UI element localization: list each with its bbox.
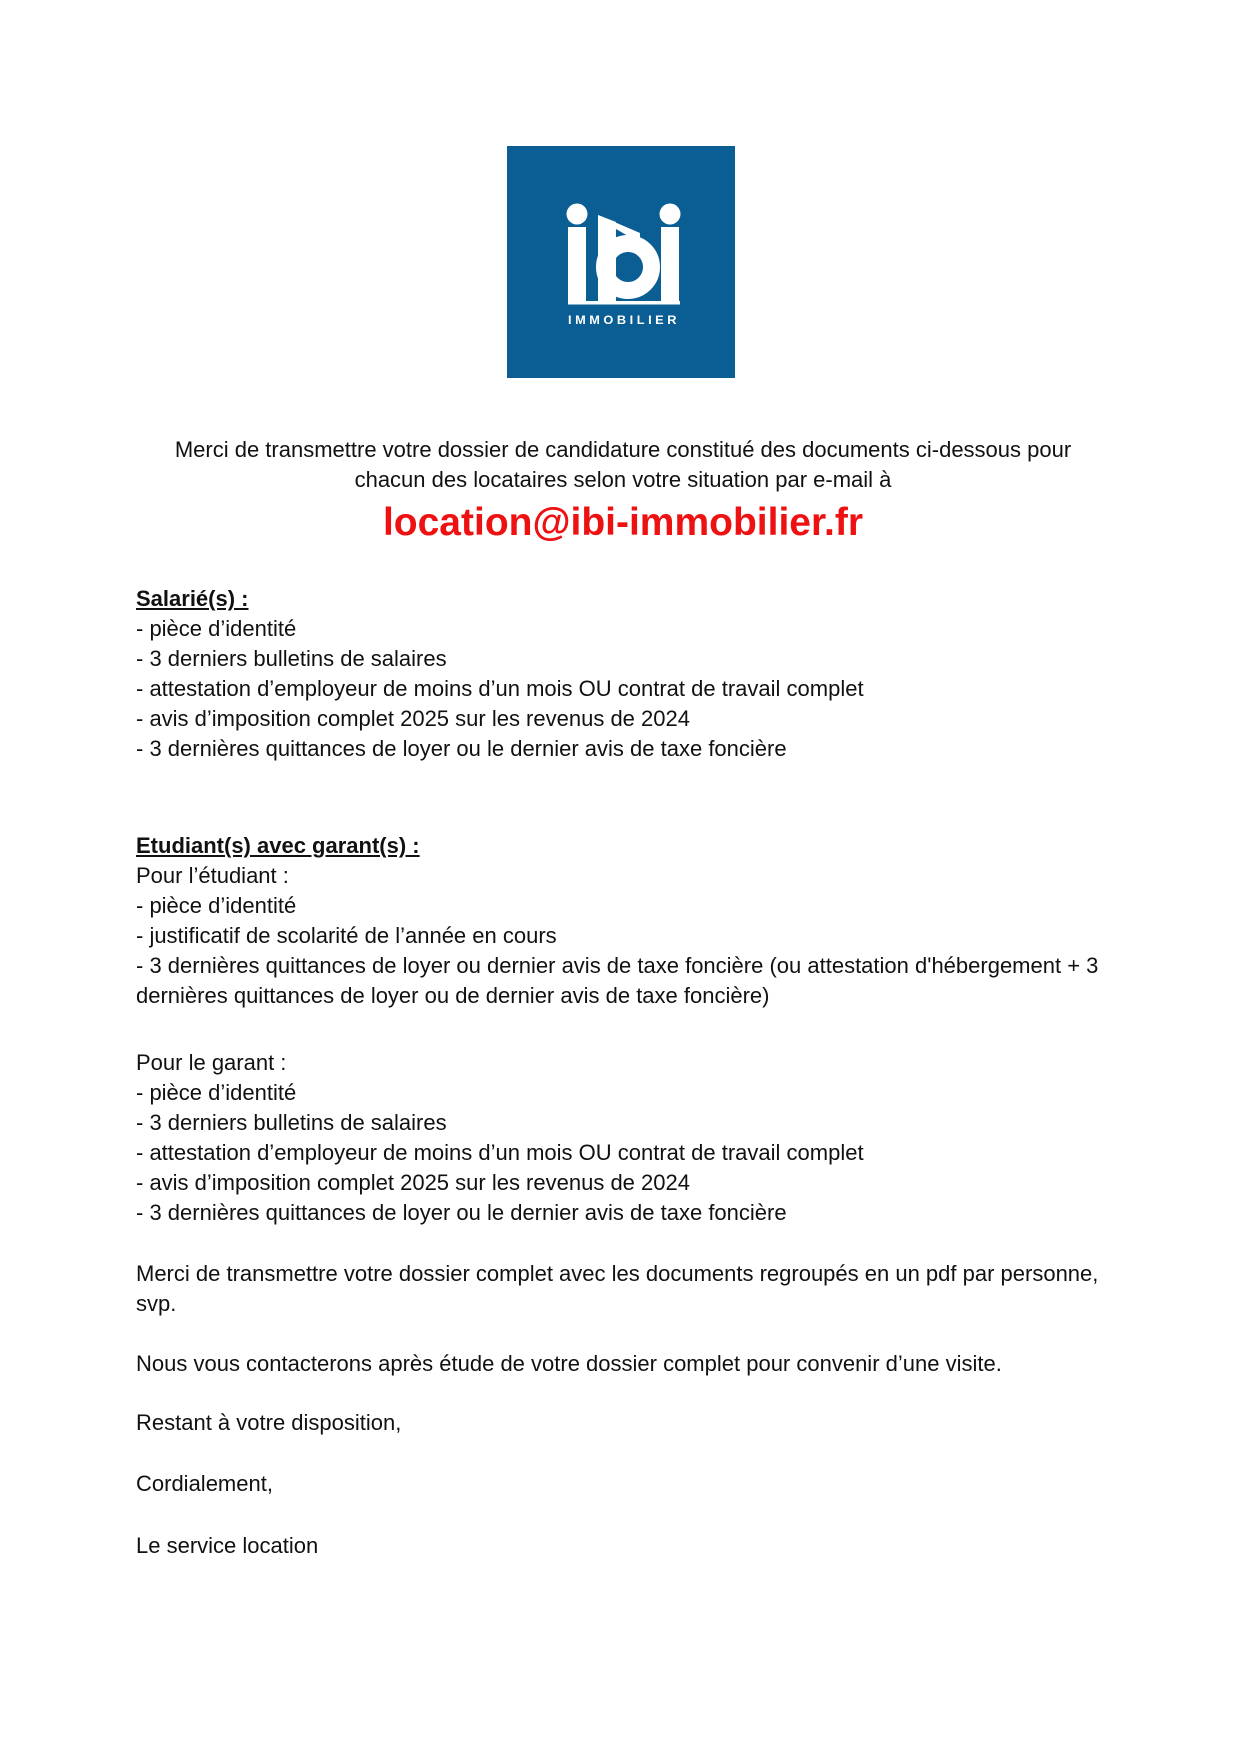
garant-sublabel: Pour le garant : xyxy=(136,1050,287,1075)
ibi-logo xyxy=(507,146,735,378)
document-content xyxy=(0,435,1241,1561)
list-item: - attestation d’employeur de moins d’un mois OU contrat de travail complet xyxy=(136,1140,864,1165)
list-item: - avis d’imposition complet 2025 sur les revenus de 2024 xyxy=(136,1170,690,1195)
list-item: - pièce d’identité xyxy=(136,1080,297,1105)
logo-background xyxy=(507,146,735,378)
list-item: - justificatif de scolarité de l’année en cours xyxy=(136,923,557,948)
list-item: - 3 derniers bulletins de salaires xyxy=(136,1110,447,1135)
section-heading-salaries: Salarié(s) : xyxy=(136,586,249,611)
logo-i-stem-left xyxy=(568,227,586,303)
list-item: - pièce d’identité xyxy=(136,616,297,641)
intro-line-2: chacun des locataires selon votre situation par e-mail à xyxy=(354,467,892,492)
list-item: - pièce d’identité xyxy=(136,893,297,918)
section-heading-etudiants: Etudiant(s) avec garant(s) : xyxy=(136,833,420,858)
intro-line-1: Merci de transmettre votre dossier de candidature constitué des documents ci-dessous pour xyxy=(174,437,1072,462)
logo-i-stem-right xyxy=(661,227,679,303)
email-line xyxy=(136,501,1110,545)
list-item: - 3 dernières quittances de loyer ou dernier avis de taxe foncière (ou attestation d'hébergement + 3 dernières quittances de loyer ou de dernier avis de taxe foncière) xyxy=(136,953,1099,1008)
list-item: - avis d’imposition complet 2025 sur les revenus de 2024 xyxy=(136,706,690,731)
list-item: - attestation d’employeur de moins d’un mois OU contrat de travail complet xyxy=(136,676,864,701)
list-item: - 3 dernières quittances de loyer ou le dernier avis de taxe foncière xyxy=(136,1200,787,1225)
list-item: - 3 dernières quittances de loyer ou le dernier avis de taxe foncière xyxy=(136,736,787,761)
signature-line: Le service location xyxy=(136,1533,319,1558)
intro-paragraph xyxy=(136,435,1110,495)
logo-i-dot-right xyxy=(659,204,680,225)
logo-i-dot-left xyxy=(566,204,587,225)
closing-paragraph: Restant à votre disposition, xyxy=(136,1410,402,1435)
logo-subtext: IMMOBILIER xyxy=(567,315,680,327)
logo-divider-line xyxy=(568,301,680,305)
closing-paragraph: Merci de transmettre votre dossier complet avec les documents regroupés en un pdf par personne, svp. xyxy=(136,1261,1099,1316)
email-address[interactable]: location@ibi-immobilier.fr xyxy=(382,501,864,544)
logo-row xyxy=(0,0,1241,378)
closing-paragraph: Nous vous contacterons après étude de votre dossier complet pour convenir d’une visite. xyxy=(136,1351,1002,1376)
list-item: - 3 derniers bulletins de salaires xyxy=(136,646,447,671)
student-sublabel: Pour l’étudiant : xyxy=(136,863,289,888)
closing-paragraph: Cordialement, xyxy=(136,1471,273,1496)
